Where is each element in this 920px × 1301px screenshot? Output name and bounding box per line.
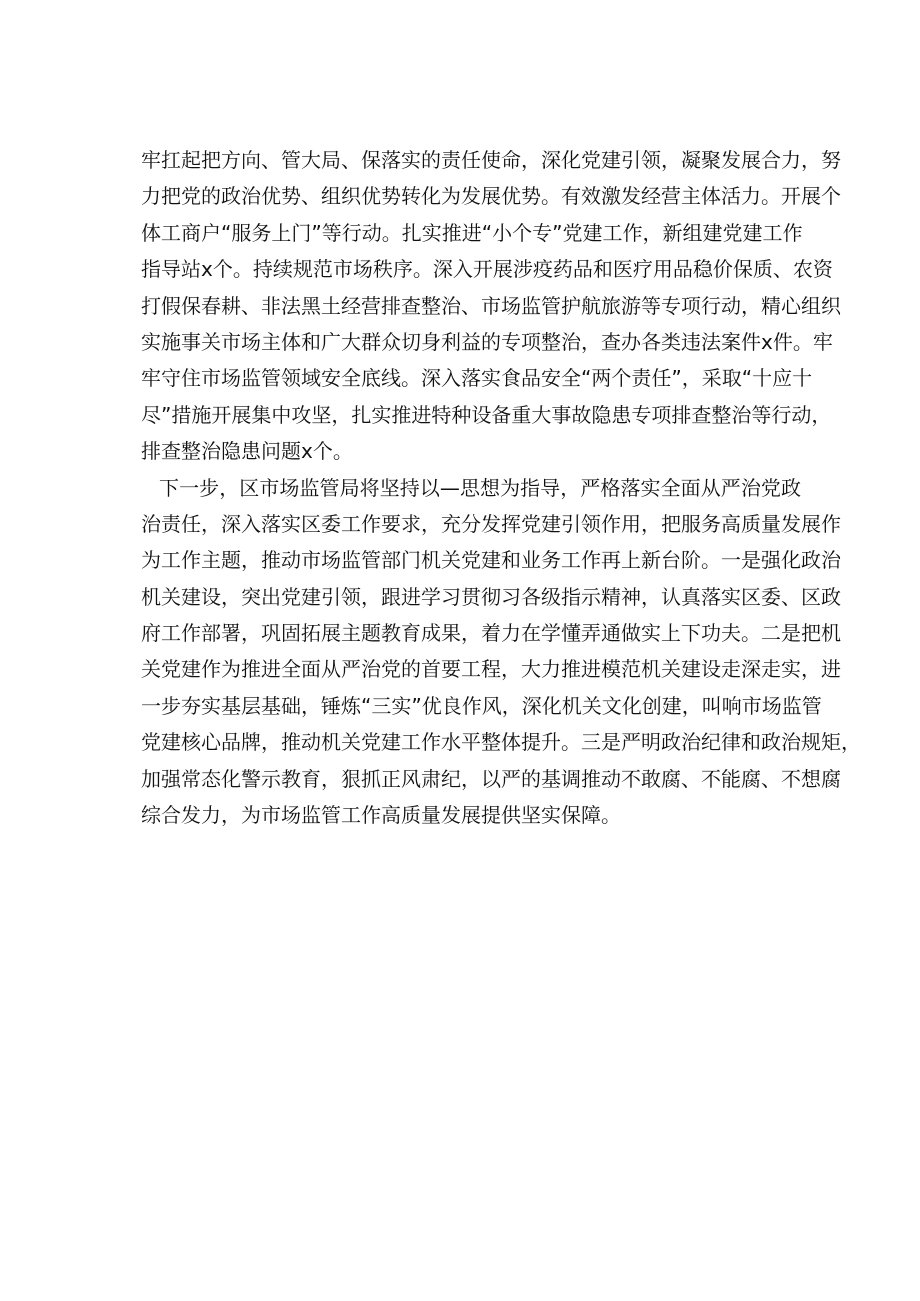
paragraph-2-line: 党建核心品牌，推动机关党建工作水平整体提升。三是严明政治纪律和政治规矩， [141, 730, 861, 755]
paragraph-2-line: 府工作部署，巩固拓展主题教育成果，着力在学懂弄通做实上下功夫。二是把机 [141, 621, 841, 646]
paragraph-1-line: 牢守住市场监管领域安全底线。深入落实食品安全“两个责任”，采取“十应十 [141, 366, 813, 391]
paragraph-1-line: 排查整治隐患问题x个。 [141, 439, 353, 464]
paragraph-1-line: 实施事关市场主体和广大群众切身利益的专项整治，查办各类违法案件x件。牢 [141, 329, 833, 354]
paragraph-1-line: 牢扛起把方向、管大局、保落实的责任使命，深化党建引领，凝聚发展合力，努 [141, 148, 841, 172]
paragraph-2-line: 综合发力，为市场监管工作高质量发展提供坚实保障。 [141, 803, 621, 828]
paragraph-2-line: 为工作主题，推动市场监管部门机关党建和业务工作再上新台阶。一是强化政治 [141, 548, 841, 573]
document-body [141, 142, 861, 833]
paragraph-2-line: 一步夯实基层基础，锤炼“三实”优良作风，深化机关文化创建，叫响市场监管 [141, 693, 822, 718]
paragraph-1-line: 打假保春耕、非法黑土经营排查整治、市场监管护航旅游等专项行动，精心组织 [141, 293, 841, 318]
paragraph-1-line: 力把党的政治优势、组织优势转化为发展优势。有效激发经营主体活力。开展个 [141, 184, 841, 209]
paragraph-2-line: 加强常态化警示教育，狠抓正风肃纪，以严的基调推动不敢腐、不能腐、不想腐 [141, 766, 841, 791]
paragraph-2-line: 下一步，区市场监管局将坚持以—思想为指导，严格落实全面从严治党政 [159, 475, 801, 500]
paragraph-1-line: 指导站x个。持续规范市场秩序。深入开展涉疫药品和医疗用品稳价保质、农资 [141, 257, 833, 282]
paragraph-2-line: 治责任，深入落实区委工作要求，充分发挥党建引领作用，把服务高质量发展作 [141, 511, 841, 536]
paragraph-2 [141, 470, 861, 834]
paragraph-2-line: 机关建设，突出党建引领，跟进学习贯彻习各级指示精神，认真落实区委、区政 [141, 584, 841, 609]
paragraph-2-line: 关党建作为推进全面从严治党的首要工程，大力推进模范机关建设走深走实，进 [141, 657, 841, 682]
paragraph-1 [141, 142, 841, 470]
paragraph-1-line: 体工商户“服务上门”等行动。扎实推进“小个专”党建工作，新组建党建工作 [141, 220, 803, 245]
paragraph-1-line: 尽”措施开展集中攻坚，扎实推进特种设备重大事故隐患专项排查整治等行动， [141, 402, 832, 427]
